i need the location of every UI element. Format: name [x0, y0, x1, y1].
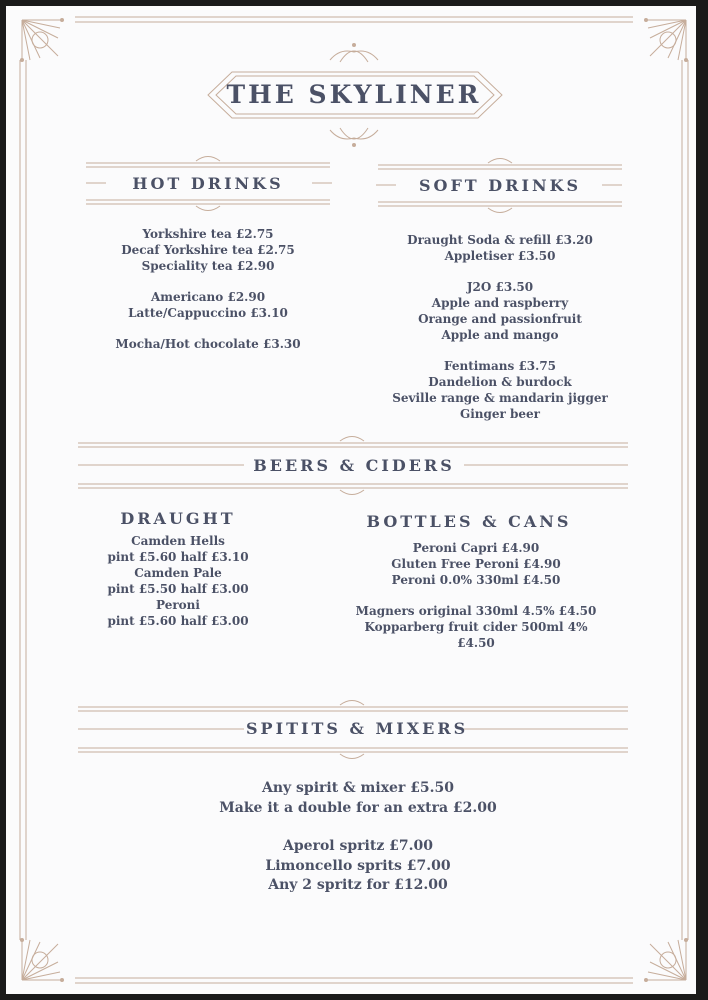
menu-item: Apple and raspberry	[431, 296, 569, 310]
draught-heading: DRAUGHT	[120, 509, 236, 528]
bottles-cans-heading: BOTTLES & CANS	[366, 512, 572, 531]
menu-item: Limoncello sprits £7.00	[265, 857, 451, 874]
soft-drinks-heading: SOFT DRINKS	[418, 176, 582, 195]
menu-item: Apple and mango	[441, 328, 559, 342]
menu-item: Ginger beer	[459, 407, 541, 421]
menu-item: Speciality tea £2.90	[141, 259, 275, 273]
menu-item: Camden Hells	[131, 534, 225, 548]
draught-list	[88, 533, 268, 629]
menu-item: Camden Pale	[134, 566, 222, 580]
menu-item: Fentimans £3.75	[443, 359, 557, 373]
menu-item: Kopparberg fruit cider 500ml 4% £4.50	[364, 620, 588, 650]
menu-item: Latte/Cappuccino £3.10	[128, 306, 288, 320]
menu-item: Any spirit & mixer £5.50	[261, 780, 455, 796]
menu-item: pint £5.60 half £3.10	[107, 550, 249, 564]
soft-drinks-list	[370, 232, 630, 422]
corner-ornament-icon	[20, 18, 64, 62]
menu-item: Mocha/Hot chocolate £3.30	[115, 337, 301, 351]
menu-item: Peroni 0.0% 330ml £4.50	[391, 573, 561, 587]
menu-item: Peroni	[156, 598, 200, 612]
menu-item: Aperol spritz £7.00	[283, 838, 433, 854]
menu-item: Orange and passionfruit	[418, 312, 582, 326]
menu-item: Any 2 spritz for £12.00	[268, 877, 448, 893]
hot-drinks-list	[88, 226, 328, 352]
menu-item: Dandelion & burdock	[428, 375, 572, 389]
menu-title: THE SKYLINER	[226, 80, 482, 109]
menu-item: pint £5.60 half £3.00	[107, 614, 249, 628]
menu-item: pint £5.50 half £3.00	[107, 582, 249, 596]
bottles-cans-list	[346, 540, 606, 651]
spirits-mixers-list	[200, 779, 516, 896]
menu-item: Gluten Free Peroni £4.90	[391, 557, 561, 571]
menu-item: Appletiser £3.50	[444, 249, 556, 263]
menu-item: Draught Soda & refill £3.20	[407, 233, 593, 247]
menu-item: Magners original 330ml 4.5% £4.50	[355, 604, 597, 618]
menu-item: Seville range & mandarin jigger	[392, 391, 608, 405]
beers-ciders-heading: BEERS & CIDERS	[253, 456, 455, 475]
menu-item: Make it a double for an extra £2.00	[219, 799, 497, 816]
menu-item: Decaf Yorkshire tea £2.75	[121, 243, 295, 257]
menu-item: J2O £3.50	[466, 280, 534, 294]
menu-item: Americano £2.90	[150, 290, 266, 304]
menu-item: Peroni Capri £4.90	[412, 541, 540, 555]
spirits-mixers-heading: SPITITS & MIXERS	[246, 719, 469, 738]
menu-item: Yorkshire tea £2.75	[142, 227, 274, 241]
hot-drinks-heading: HOT DRINKS	[132, 174, 284, 193]
